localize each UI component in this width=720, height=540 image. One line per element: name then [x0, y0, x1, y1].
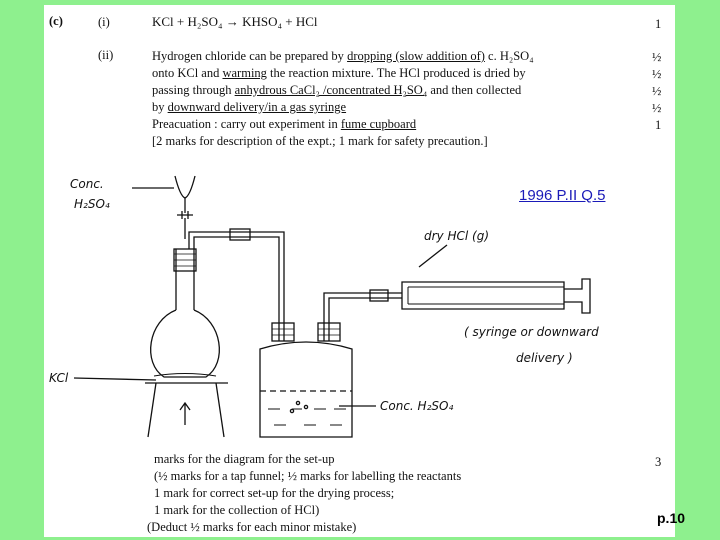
heat-arrow: [180, 403, 190, 425]
drying-bottle: [260, 342, 352, 437]
answer-line-1-text-a: Hydrogen chloride can be prepared by: [152, 49, 348, 63]
kcl-solid: [154, 374, 216, 377]
delivery-tube: [189, 232, 284, 341]
syringe-handle: [564, 279, 590, 313]
answer-line-1-text-b: c. H₂SO₄: [484, 49, 534, 63]
mark-ii-2: ½: [652, 67, 662, 81]
answer-sheet: [44, 5, 686, 537]
mark-ii-1: ½: [652, 50, 662, 64]
scheme-line-1: marks for the diagram for the set-up: [154, 452, 335, 466]
scheme-total-mark: 3: [655, 455, 662, 469]
flask-bulb: [151, 310, 220, 377]
page-number: p.10: [657, 510, 686, 526]
label-conc-h2so4-bottle: Conc. H₂SO₄: [380, 399, 454, 413]
answer-line-1-keyword: dropping (slow addition of): [347, 49, 485, 63]
reference-link[interactable]: 1996 P.II Q.5: [519, 187, 606, 204]
scheme-line-4: 1 mark for the collection of HCl): [154, 503, 320, 517]
answer-line-4-keyword: downward delivery/in a gas syringe: [167, 100, 347, 114]
marking-note: [2 marks for description of the expt.; 1 mark for safety precaution.]: [152, 134, 488, 148]
label-syringe-note-2: delivery ): [516, 351, 573, 365]
label-h2so4: H₂SO₄: [74, 197, 110, 211]
bottle-stopper-left: [272, 323, 294, 341]
answer-line-3-keyword: anhydrous CaCl₂ /concentrated H₂SO₄: [234, 83, 428, 97]
scheme-line-5: (Deduct ½ marks for each minor mistake): [147, 520, 357, 534]
flask-neck: [176, 249, 194, 310]
label-syringe-note-1: ( syringe or downward: [464, 325, 599, 339]
mark-ii-5: 1: [655, 118, 662, 132]
answer-line-5-text-a: Preacuation : carry out experiment in: [152, 117, 341, 131]
subpart-ii-number: (ii): [98, 48, 114, 62]
mark-ii-3: ½: [652, 84, 662, 98]
syringe-plunger: [408, 287, 564, 304]
answer-line-5-keyword: fume cupboard: [340, 117, 417, 131]
answer-line-3-text-b: and then collected: [427, 83, 522, 97]
subpart-i-number: (i): [98, 15, 110, 29]
dry-hcl-pointer: [419, 245, 447, 267]
scheme-line-3: 1 mark for correct set-up for the drying process;: [154, 486, 395, 500]
label-kcl: KCl: [49, 371, 69, 385]
syringe-barrel: [402, 282, 564, 309]
label-conc: Conc.: [70, 177, 104, 191]
label-dry-hcl: dry HCl (g): [424, 229, 489, 243]
scheme-line-2: (½ marks for a tap funnel; ½ marks for labelling the reactants: [154, 469, 462, 483]
tube-joint-1: [230, 229, 250, 240]
tube-joint-2: [370, 290, 388, 301]
answer-line-2-text-a: onto KCl and: [152, 66, 223, 80]
tripod: [145, 383, 228, 437]
answer-line-2-keyword: warming: [222, 66, 267, 80]
mark-i: 1: [655, 17, 662, 31]
answer-line-2-text-b: the reaction mixture. The HCl produced is dried by: [266, 66, 526, 80]
kcl-pointer: [74, 378, 156, 380]
tap-funnel-bowl: [175, 176, 195, 198]
answer-line-4-text-a: by: [152, 100, 168, 114]
mark-ii-4: ½: [652, 101, 662, 115]
equation: KCl + H₂SO₄ → KHSO₄ + HCl: [152, 14, 318, 29]
outlet-tube: [324, 293, 402, 341]
answer-line-3-text-a: passing through: [152, 83, 235, 97]
apparatus-diagram: [44, 5, 675, 537]
part-label: (c): [49, 14, 63, 28]
